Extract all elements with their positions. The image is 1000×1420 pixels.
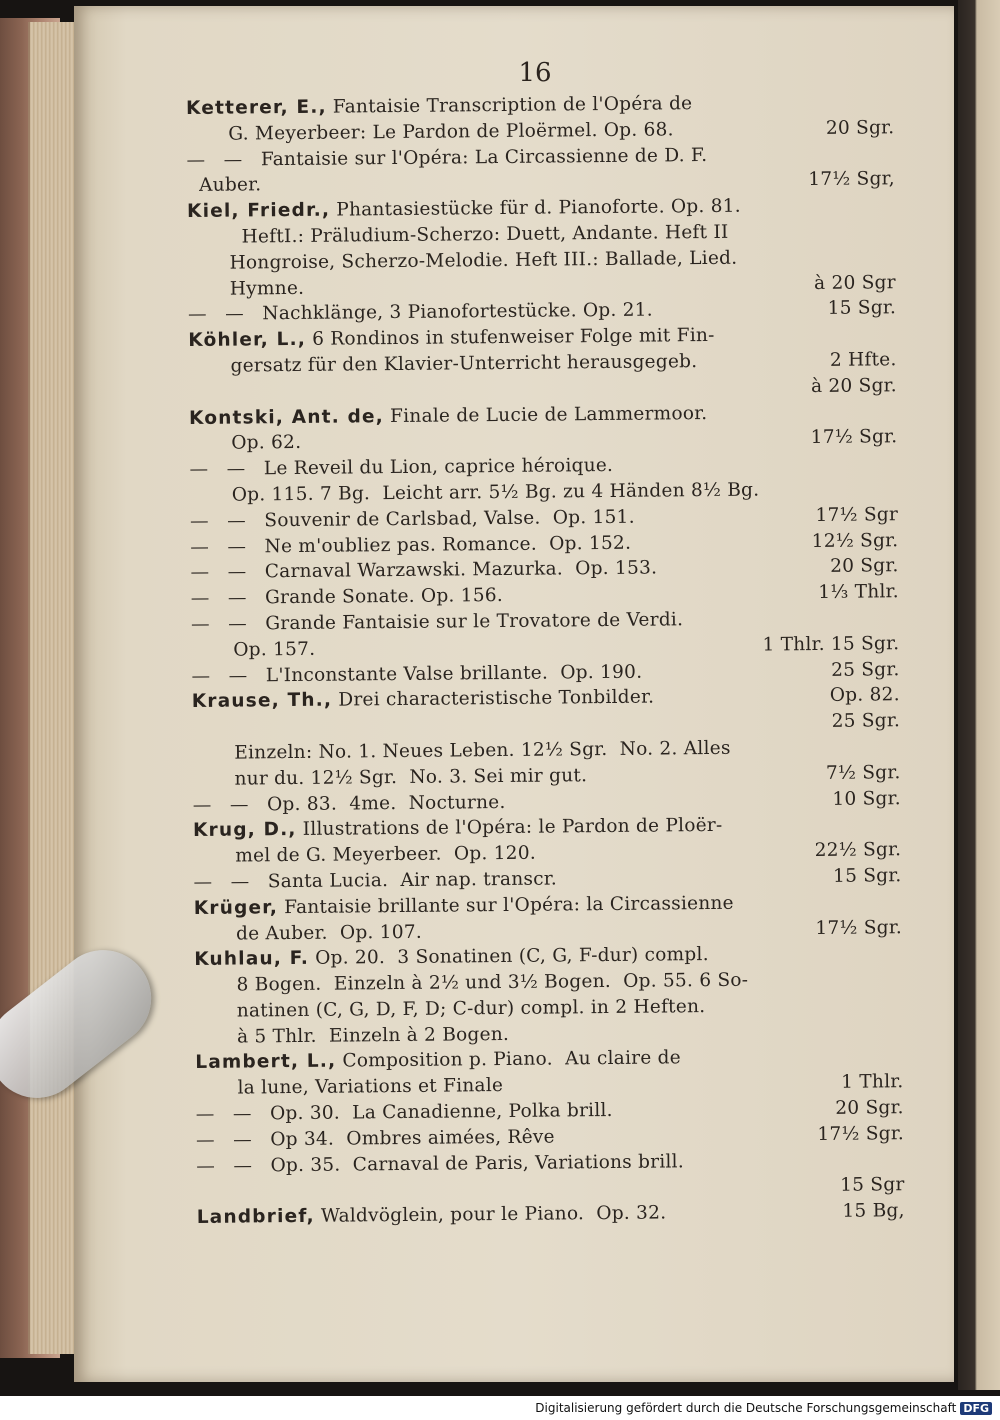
entry-text: Finale de Lucie de Lammermoor. [383,402,708,427]
entry-text: Illustrations de l'Opéra: le Pardon de Ploër- [296,815,723,841]
entry-price: 2 Hfte. [829,349,897,371]
entry-text: Fantaisie brillante sur l'Opéra: la Circassienne [277,892,734,918]
entry-text: 6 Rondinos in stufenweiser Folge mit Fin- [305,325,715,351]
entry-text: — — Le Reveil du Lion, caprice héroique. [189,455,614,481]
entry-text: Waldvöglein, pour le Piano. Op. 32. [314,1202,667,1228]
composer-name: Krüger, [193,896,279,919]
entry-text: — — Op 34. Ombres aimées, Rêve [195,1126,555,1151]
entry-price: 12½ Sgr. [811,529,899,552]
entry-price: 1 Thlr. 15 Sgr. [762,632,900,656]
entry-price: à 20 Sgr. [810,374,897,397]
entry-text: HeftI.: Präludium-Scherzo: Duett, Andante. Heft II [229,221,729,248]
entry-text: nur du. 12½ Sgr. No. 3. Sei mir gut. [234,764,588,790]
entry-price: 17½ Sgr [815,503,899,526]
entry-price: 10 Sgr. [832,787,901,810]
entry-text: Op. 20. 3 Sonatinen (C, G, F-dur) compl. [308,944,709,970]
entry-price: 20 Sgr. [830,555,899,578]
composer-name: Kuhlau, F. [194,948,310,971]
composer-name: Krause, Th., [191,689,333,713]
entry-text: Phantasiestücke für d. Pianoforte. Op. 81. [330,195,741,221]
entry-text: Composition p. Piano. Au claire de [336,1047,682,1073]
entry-price: Op. 82. [829,684,900,707]
entry-text: Op. 157. [233,638,316,661]
entry-price: 17½ Sgr. [815,916,903,939]
entry-text: Einzeln: No. 1. Neues Leben. 12½ Sgr. No. 2. Alles [234,737,731,764]
entry-text: — — Grande Sonate. Op. 156. [190,585,504,610]
entry-text: de Auber. Op. 107. [235,921,423,945]
entry-price: 15 Sgr. [827,297,897,320]
entry-text: Auber. [186,174,262,197]
entry-text: Drei characteristische Tonbilder. [332,686,655,711]
entry-text: — — Carnaval Warzawski. Mazurka. Op. 153. [190,557,658,584]
composer-name: Krug, D., [192,819,297,842]
entry-text: — — Op. 83. 4me. Nocturne. [192,791,506,816]
entry-text: à 5 Thlr. Einzeln à 2 Bogen. [236,1023,510,1048]
entry-text: la lune, Variations et Finale [237,1075,504,1099]
entry-text: Op. 62. [231,432,302,454]
entry-price: 17½ Sgr. [817,1123,905,1145]
facing-page-edge [958,0,1000,1390]
entry-price: 22½ Sgr. [814,839,902,862]
entry-price: 1 Thlr. [841,1071,904,1094]
entry-price: 20 Sgr. [825,116,895,139]
entry-text: — — Op. 35. Carnaval de Paris, Variations brill. [196,1150,685,1177]
entry-price: 25 Sgr. [831,658,900,681]
entry-text: — — Nachklänge, 3 Pianofortestücke. Op. 21. [188,299,653,326]
entry-price: 20 Sgr. [835,1097,904,1119]
entry-price: 25 Sgr. [831,710,901,732]
composer-name: Kiel, Friedr., [187,199,331,223]
entry-price: 15 Sgr. [833,865,902,887]
entry-text: Hymne. [229,277,305,300]
entry-text: Fantaisie Transcription de l'Opéra de [326,93,693,118]
entry-text: — — Grande Fantaisie sur le Trovatore de Verdi. [190,609,684,635]
composer-name: Köhler, L., [188,329,307,352]
entry-text: — — Fantaisie sur l'Opéra: La Circassienne de D. F. [186,144,708,171]
footer-bar [0,1396,1000,1420]
entry-price: 17½ Sgr. [810,426,898,449]
entry-text: gersatz für den Klavier-Unterricht herausgegeb. [230,351,698,377]
composer-name: Landbrief, [196,1206,315,1229]
dfg-logo: DFG [960,1402,992,1415]
entry-price: 17½ Sgr, [808,168,895,191]
footer-credit: Digitalisierung gefördert durch die Deutsche Forschungsgemeinschaft [535,1401,957,1415]
page-number: 16 [518,58,552,88]
entry-text: Hongroise, Scherzo-Melodie. Heft III.: Ballade, Lied. [229,247,738,274]
entry-price: à 20 Sgr [814,271,896,294]
entry-price: 1⅓ Thlr. [818,581,899,604]
entry-text: G. Meyerbeer: Le Pardon de Ploërmel. Op. 68. [228,119,674,145]
entry-text: mel de G. Meyerbeer. Op. 120. [235,842,537,867]
entry-text: — — Op. 30. La Canadienne, Polka brill. [195,1100,613,1126]
entry-price: 15 Sgr [840,1174,905,1197]
entry-text: — — Santa Lucia. Air nap. transcr. [193,868,558,893]
composer-name: Kontski, Ant. de, [188,405,385,429]
composer-name: Lambert, L., [195,1051,337,1074]
entry-text: — — Souvenir de Carlsbad, Valse. Op. 151. [189,506,635,532]
entry-price: 15 Bg, [842,1200,905,1223]
entry-text: — — L'Inconstante Valse brillante. Op. 190. [191,661,643,687]
entry-text: natinen (C, G, D, F, D; C-dur) compl. in 2 Heften. [236,995,706,1022]
composer-name: Ketterer, E., [186,96,327,119]
entry-text: 8 Bogen. Einzeln à 2½ und 3½ Bogen. Op. 55. 6 So- [236,969,749,996]
entry-text: — — Ne m'oubliez pas. Romance. Op. 152. [190,532,632,558]
entry-text: Op. 115. 7 Bg. Leicht arr. 5½ Bg. zu 4 Händen 8½ Bg. [231,479,760,506]
entry-price: 7½ Sgr. [825,761,901,784]
catalog-text [186,89,905,1231]
